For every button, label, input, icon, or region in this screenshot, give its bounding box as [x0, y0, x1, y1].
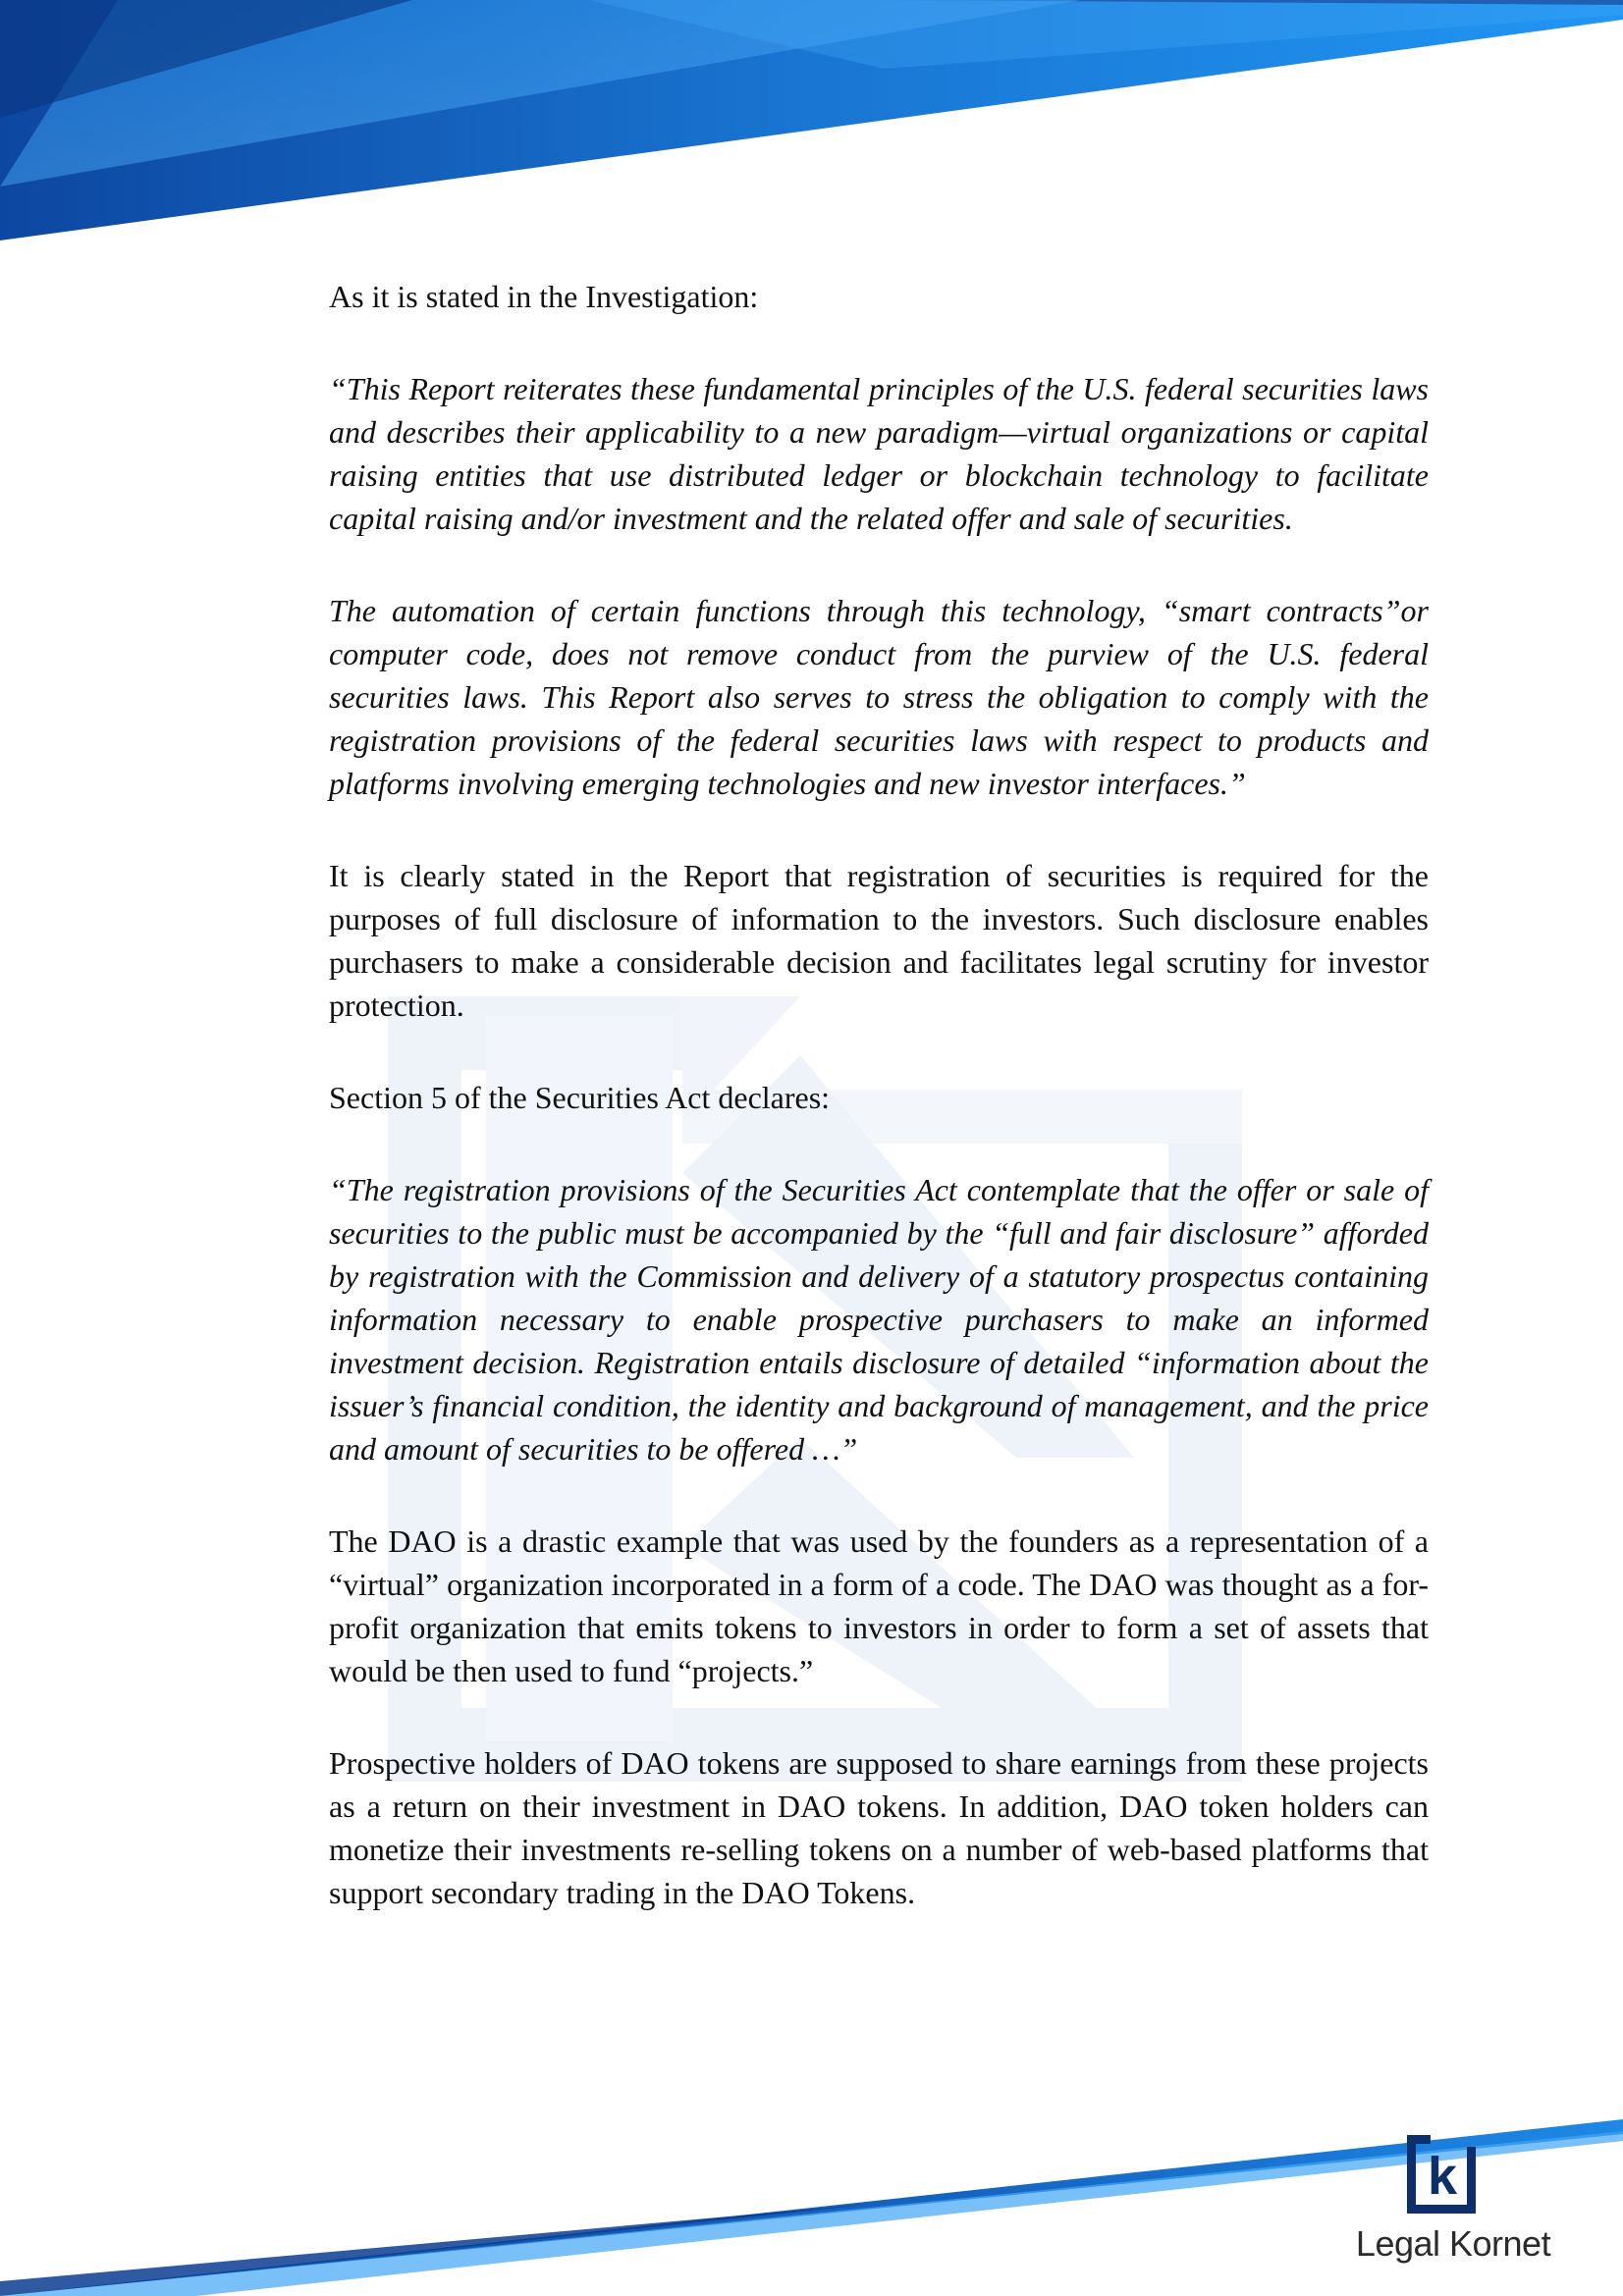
paragraph-5: Prospective holders of DAO tokens are supposed to share earnings from these projects as a return on their investment in DAO tokens. In addition, DAO token holders can monetize their investments re-selling tokens on a number of web-based platforms that support secondary trading in the DAO Tokens.	[329, 1745, 1429, 1910]
quote-paragraph-2: The automation of certain functions through this technology, “smart contracts”or computer code, does not remove conduct from the purview of the U.S. federal securities laws. This Report also serves to stress the obligation to comply with the registration provisions of the federal securities laws with respect to products and platforms involving emerging technologies and new investor interfaces.”	[329, 593, 1429, 801]
quote-paragraph-1: “This Report reiterates these fundamental principles of the U.S. federal securities laws and describes their applicability to a new paradigm—virtual organizations or capital raising entities that use distributed ledger or blockchain technology to facilitate capital raising and/or investment and the related offer and sale of securities.	[329, 371, 1429, 536]
paragraph-4: The DAO is a drastic example that was used by the founders as a representation of a “virtual” organization incorporated in a form of a code. The DAO was thought as a for-profit organization that emits tokens to investors in order to form a set of assets that would be then used to fund “projects.”	[329, 1523, 1429, 1688]
paragraph-3: Section 5 of the Securities Act declares:	[329, 1080, 831, 1115]
document-body	[329, 275, 1429, 1963]
top-banner-decoration	[0, 0, 1623, 255]
quote-paragraph-3: “The registration provisions of the Securities Act contemplate that the offer or sale of securities to the public must be accompanied by the “full and fair disclosure” afforded by registration with the Commission and delivery of a statutory prospectus containing information necessary to enable prospective purchasers to make an informed investment decision. Registration entails disclosure of detailed “information about the issuer’s financial condition, the identity and background of management, and the price and amount of securities to be offered …”	[329, 1172, 1429, 1467]
paragraph-2: It is clearly stated in the Report that registration of securities is required for the purposes of full disclosure of information to the investors. Such disclosure enables purchasers to make a considerable decision and facilitates legal scrutiny for investor protection.	[329, 858, 1429, 1023]
k-logo-icon	[1407, 2135, 1476, 2214]
legal-kornet-logo	[1345, 2135, 1561, 2272]
paragraph-1: As it is stated in the Investigation:	[329, 279, 759, 314]
logo-letter: k	[1427, 2147, 1458, 2206]
logo-wordmark: Legal Kornet	[1355, 2223, 1551, 2264]
